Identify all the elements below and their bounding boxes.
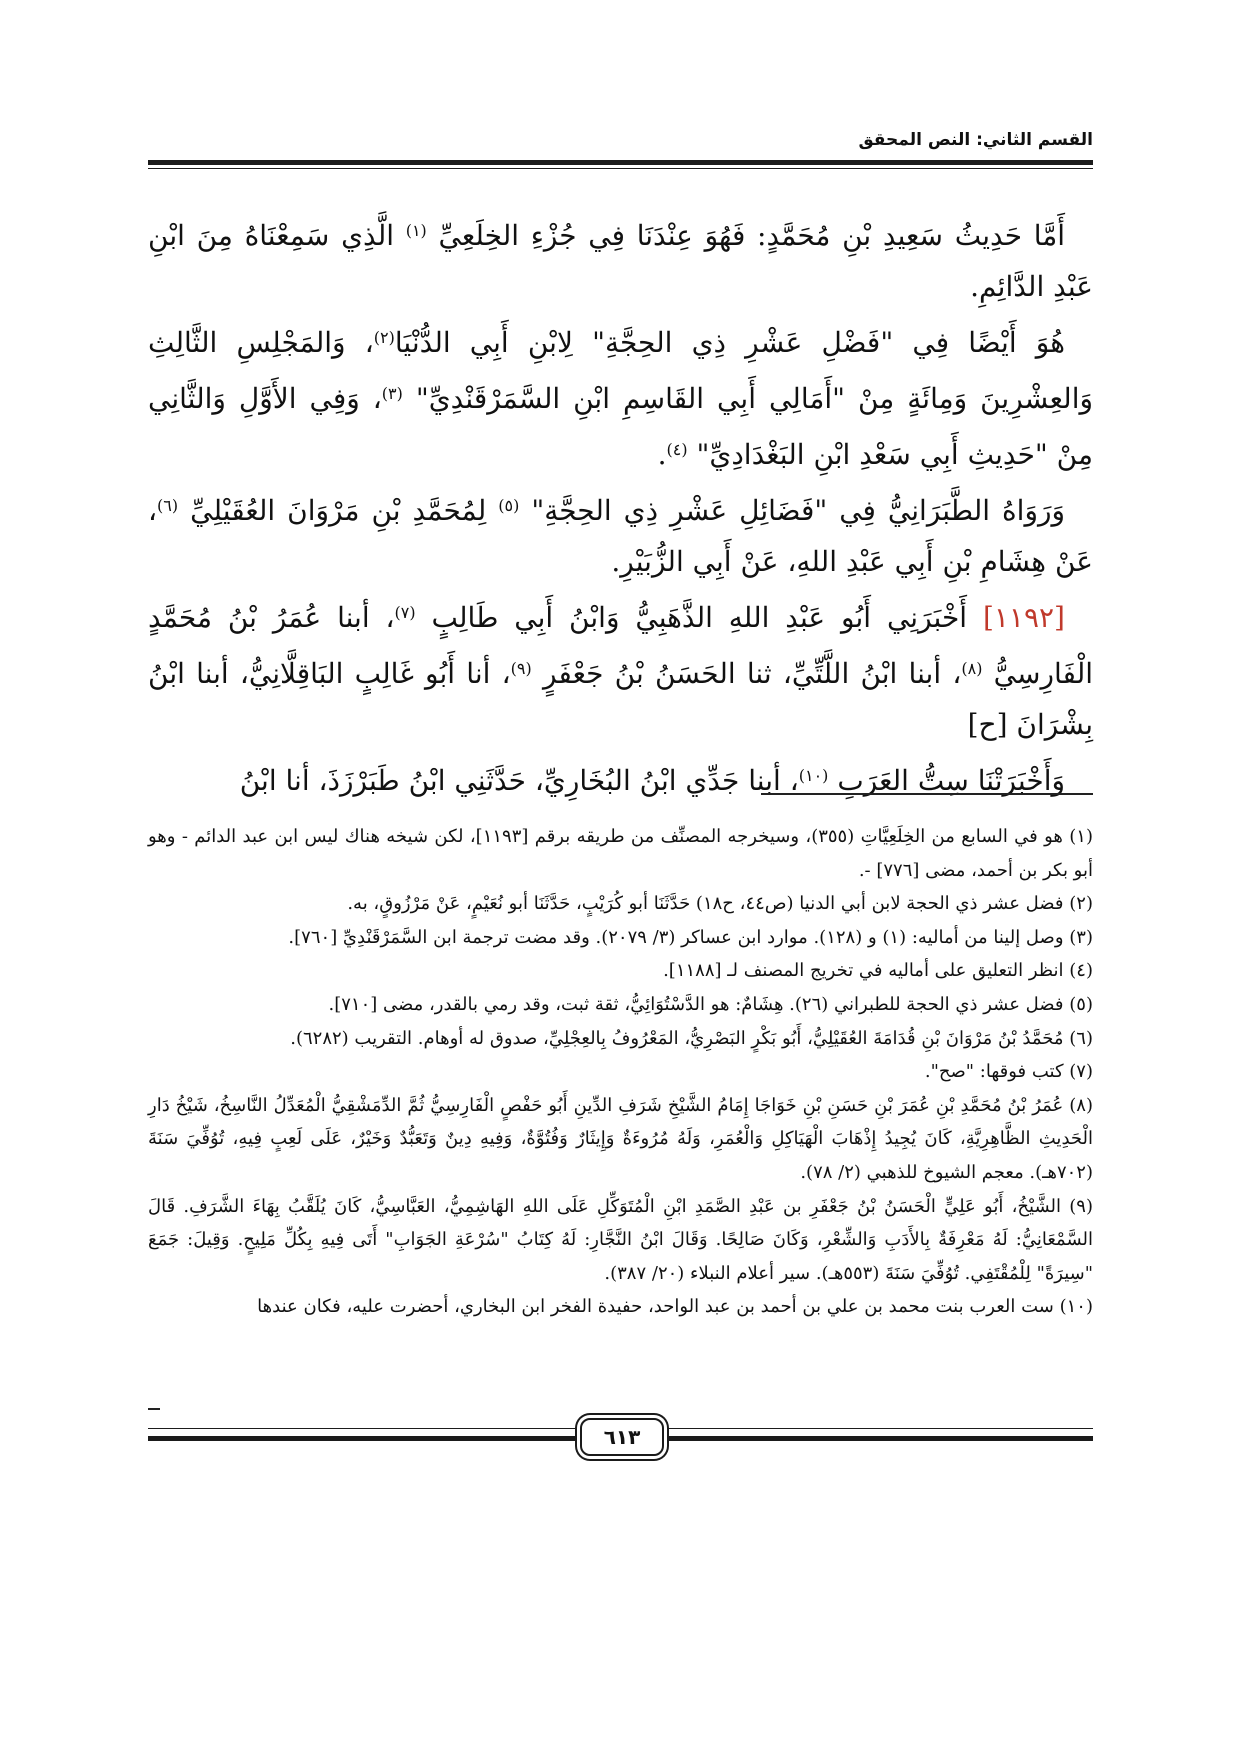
paragraph [148, 750, 1093, 806]
footnote-text: فضل عشر ذي الحجة للطبراني (٢٦). هِشَامٌ: هو الدَّسْتُوَائِيُّ، ثقة ثبت، وقد رمي بالقدر، مضى [٧١٠]. [328, 993, 1064, 1015]
entry-number: [١١٩٢] [982, 601, 1065, 634]
footnote [148, 954, 1093, 988]
footnote [148, 1190, 1093, 1291]
running-header: القسم الثاني: النص المحقق [858, 130, 1093, 150]
footnote-ref[interactable]: (٥) [498, 496, 520, 515]
text: وَأَخْبَرَتْنَا سِتُّ العَرَبِ [837, 764, 1065, 797]
text: أَمَّا حَدِيثُ سَعِيدِ بْنِ مُحَمَّدٍ: فَهُوَ عِنْدَنَا فِي جُزْءِ الخِلَعِيِّ [438, 219, 1065, 252]
footnote-label: (١٠) [1059, 1296, 1093, 1318]
book-page [148, 0, 1093, 1754]
text: ، أبنا عُمَرُ بْنُ مُحَمَّدٍ الْفَارِسِيُّ [148, 601, 1093, 690]
footnote-ref[interactable]: (٣) [381, 384, 403, 403]
text: ، وَفِي الأَوَّلِ وَالثَّانِي مِنْ "حَدِيثِ أَبِي سَعْدِ ابْنِ البَغْدَادِيِّ" [148, 382, 1093, 471]
footnote-ref[interactable]: (١) [405, 221, 427, 240]
footnote [148, 887, 1093, 921]
footnote-text: مُحَمَّدُ بْنُ مَرْوَانَ بْنِ قُدَامَةَ العُقَيْلِيُّ، أَبُو بَكْرٍ البَصْرِيُّ، المَعْرُوفُ بِالعِجْلِيِّ، صدوق له أوهام. التقريب (٦٢٨٢). [290, 1027, 1064, 1049]
footnote-label: (٥) [1069, 993, 1093, 1015]
footnote-label: (٤) [1069, 960, 1093, 982]
footnote-label: (٩) [1069, 1195, 1093, 1217]
paragraph [148, 480, 1093, 587]
footnote-text: هو في السابع من الخِلَعِيَّاتِ (٣٥٥)، وسيخرجه المصنِّف من طريقه برقم [١١٩٣]، لكن شيخه هناك ليس ابن عبد الدائم - وهو أبو بكر بن أحمد، مضى [٧٧٦] -. [148, 826, 1093, 881]
header-rule-thin [148, 168, 1093, 169]
footnote-label: (٦) [1069, 1027, 1093, 1049]
paragraph [148, 587, 1093, 750]
main-text [148, 205, 1093, 806]
text: ، أبنا جَدِّي ابْنُ البُخَارِيِّ، حَدَّثَنِي ابْنُ طَبَرْزَذَ، أنا ابْنُ [239, 764, 799, 797]
footnote [148, 988, 1093, 1022]
footnote-text: فضل عشر ذي الحجة لابن أبي الدنيا (ص٤٤، ح١٨) حَدَّثَنَا أبو كُرَيْبٍ، حَدَّثَنَا أبو نُعَيْمٍ، عَنْ مَرْزُوقٍ، به. [347, 893, 1064, 915]
footnote [148, 1290, 1093, 1324]
footnote-ref[interactable]: (٦) [157, 496, 179, 515]
footnote-text: ست العرب بنت محمد بن علي بن أحمد بن عبد الواحد، حفيدة الفخر ابن البخاري، أحضرت عليه، فكان عندها [257, 1296, 1054, 1318]
footnote-ref[interactable]: (٧) [394, 603, 416, 622]
footnote-ref[interactable]: (٨) [961, 659, 983, 678]
footnotes [148, 820, 1093, 1324]
footnote-label: (٣) [1069, 926, 1093, 948]
text: أَخْبَرَنِي أَبُو عَبْدِ اللهِ الذَّهَبِيُّ وَابْنُ أَبِي طَالِبٍ [431, 601, 968, 634]
text: الَّذِي سَمِعْنَاهُ مِنَ ابْنِ عَبْدِ الدَّائِمِ. [148, 219, 1093, 303]
footnote-label: (٧) [1069, 1061, 1093, 1083]
footnote-ref[interactable]: (١٠) [798, 766, 829, 785]
text: ، وَالمَجْلِسِ الثَّالِثِ وَالعِشْرِينَ وَمِائَةٍ مِنْ "أَمَالِي أَبِي القَاسِمِ ابْنِ السَّمَرْقَنْدِيِّ" [148, 326, 1093, 415]
text: هُوَ أَيْضًا فِي "فَضْلِ عَشْرِ ذِي الحِجَّةِ" لِابْنِ أَبِي الدُّنْيَا [394, 326, 1066, 359]
footnote-ref[interactable]: (٩) [510, 659, 532, 678]
header-rule-thick [148, 160, 1093, 165]
text: ، أبنا ابْنُ اللَّتِّيِّ، ثنا الحَسَنُ بْنُ جَعْفَرٍ [542, 657, 962, 690]
text: ، أنا أَبُو غَالِبٍ البَاقِلَّانِيُّ، أبنا ابْنُ بِشْرَانَ [ح] [148, 657, 1093, 741]
footnote-label: (١) [1069, 826, 1093, 847]
footnote-label: (٨) [1069, 1094, 1093, 1116]
footnote-text: كتب فوقها: "صح". [924, 1061, 1064, 1083]
text: ، عَنْ هِشَامِ بْنِ أَبِي عَبْدِ اللهِ، عَنْ أَبِي الزُّبَيْرِ. [148, 494, 1093, 578]
footnote-text: انظر التعليق على أماليه في تخريج المصنف لـ [١١٨٨]. [663, 960, 1064, 982]
footnote-separator [761, 793, 1093, 795]
page-number: ٦١٣ [580, 1418, 664, 1456]
footnote [148, 1089, 1093, 1190]
text: وَرَوَاهُ الطَّبَرَانِيُّ فِي "فَضَائِلِ عَشْرِ ذِي الحِجَّةِ" [531, 494, 1066, 527]
footnote [148, 820, 1093, 887]
footnote-text: عُمَرُ بْنُ مُحَمَّدِ بْنِ عُمَرَ بْنِ حَسَنِ بْنِ خَوَاجَا إِمَامُ الشَّيْخِ شَرَفِ الدِّينِ أَبُو حَفْصٍ الْفَارِسِيُّ ثُمَّ الدِّمَشْقِيُّ الْمُعَدِّلُ النَّاسِخُ، شَيْخُ دَارِ الْحَدِيثِ الظَّاهِرِيَّةِ، كَانَ يُجِيدُ إِذْهَابَ الْهَيَاكِلِ وَالْعُمَرِ، وَلَهُ مُرُوءَةٌ وَإِيثَارٌ وَفُتُوَّةٌ، وَفِيهِ دِينٌ وَتَعَبُّدٌ وَخَيْرٌ، عَلَى لَعِبٍ فِيهِ، تُوُفِّيَ سَنَةَ (٧٠٢هـ). معجم الشيوخ للذهبي (٢/ ٧٨). [148, 1094, 1093, 1183]
footnote-text: الشَّيْخُ، أَبُو عَلِيٍّ الْحَسَنُ بْنُ جَعْفَرِ بن عَبْدِ الصَّمَدِ ابْنِ الْمُتَوَكِّلِ عَلَى اللهِ الهَاشِمِيُّ، العَبَّاسِيُّ، كَانَ يُلَقَّبُ بِهَاءَ الشَّرَفِ. قَالَ السَّمْعَانِيُّ: لَهُ مَعْرِفَةٌ بِالأَدَبِ وَالشِّعْرِ، وَكَانَ صَالِحًا. وَقَالَ ابْنُ النَّجَّارِ: لَهُ كِتَابُ "سُرْعَةِ الجَوَابِ" أَتَى فِيهِ بِكُلِّ مَلِيحٍ. وَقِيلَ: جَمَعَ "سِيرَةً" لِلْمُقْتَفِي. تُوُفِّيَ سَنَةَ (٥٥٣هـ). سير أعلام النبلاء (٢٠/ ٣٨٧). [148, 1195, 1093, 1284]
footnote-label: (٢) [1069, 893, 1093, 915]
text: لِمُحَمَّدِ بْنِ مَرْوَانَ العُقَيْلِيِّ [190, 494, 487, 527]
paragraph [148, 205, 1093, 312]
paragraph: هُوَ أَيْضًا فِي "فَضْلِ عَشْرِ ذِي الحِجَّةِ" لِابْنِ أَبِي الدُّنْيَا$^{(٢)}$، وَالمَجْلِسِ الثَّالِثِ وَالعِشْرِينَ وَمِائَةٍ مِنْ "أَمَالِي أَبِي القَاسِمِ ابْنِ السَّمَرْقَنْدِيِّ" $^{(٣)}$، وَفِي الأَوَّلِ وَالثَّانِي مِنْ "حَدِيثِ أَبِي سَعْدِ ابْنِ البَغْدَادِيِّ" $^{(٤)}$. [148, 326, 1093, 471]
footnote [148, 1022, 1093, 1056]
footnote-ref[interactable]: (٤) [666, 440, 688, 459]
footnote-ref[interactable]: (٢) [373, 328, 395, 347]
footnote-text: وصل إلينا من أماليه: (١) و (١٢٨). موارد ابن عساكر (٣/ ٢٠٧٩). وقد مضت ترجمة ابن السَّمَرْقَنْدِيِّ [٧٦٠]. [288, 926, 1064, 948]
footnote [148, 921, 1093, 955]
footnote [148, 1055, 1093, 1089]
continuation-dash [148, 1408, 160, 1410]
